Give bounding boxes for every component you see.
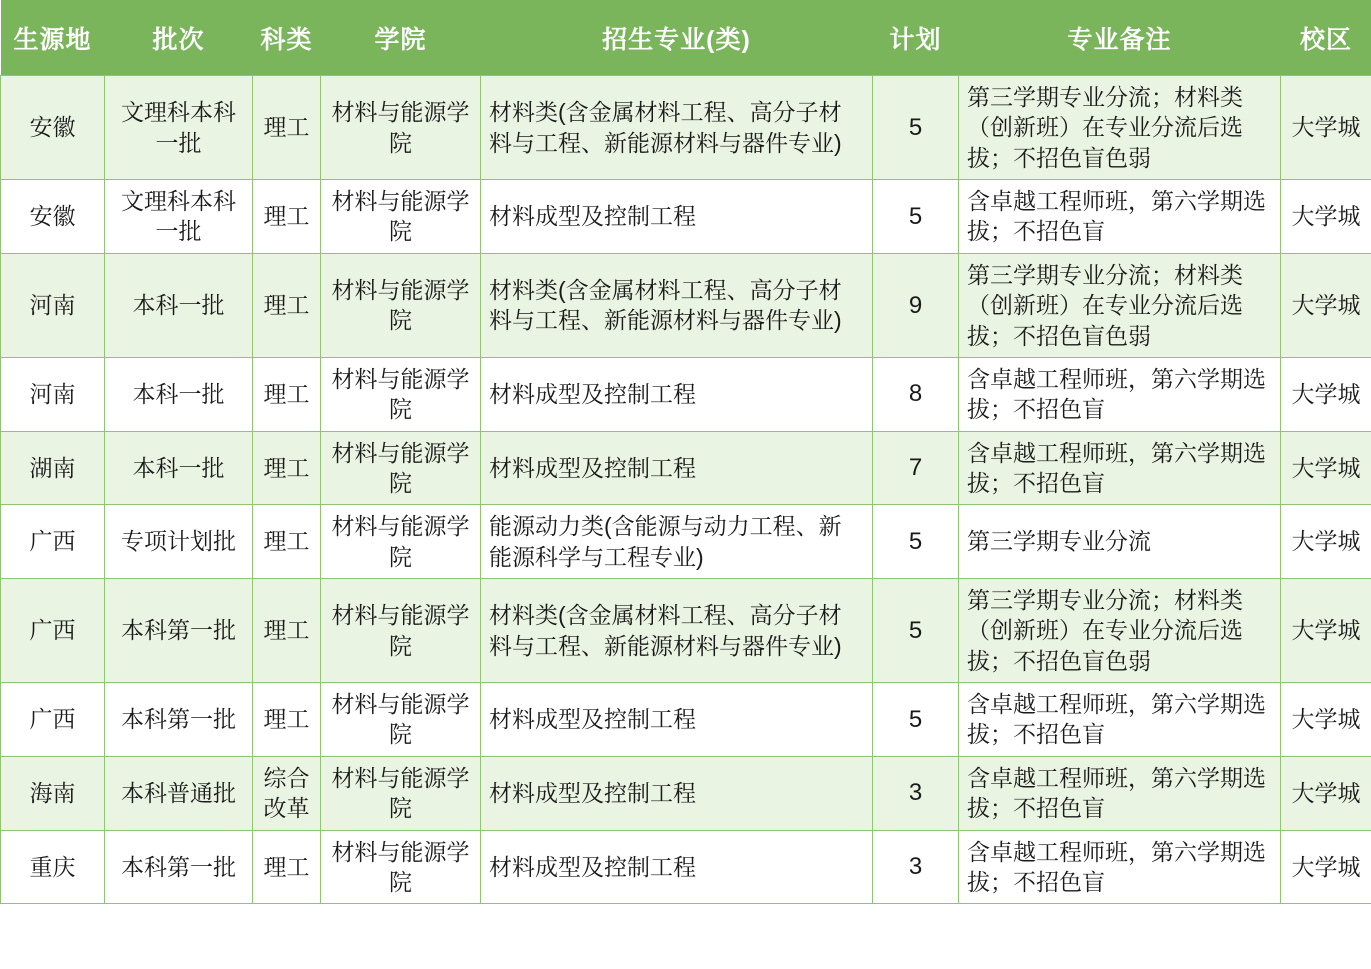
cell-batch: 本科一批 bbox=[105, 431, 253, 505]
cell-origin: 湖南 bbox=[1, 431, 105, 505]
cell-major: 材料成型及控制工程 bbox=[481, 357, 873, 431]
column-header-remark: 专业备注 bbox=[959, 0, 1281, 76]
table-body bbox=[1, 76, 1371, 904]
cell-major: 材料成型及控制工程 bbox=[481, 683, 873, 757]
cell-major: 能源动力类(含能源与动力工程、新能源科学与工程专业) bbox=[481, 505, 873, 579]
cell-campus: 大学城 bbox=[1281, 431, 1371, 505]
column-header-major: 招生专业(类) bbox=[481, 0, 873, 76]
cell-college: 材料与能源学院 bbox=[321, 683, 481, 757]
cell-plan: 5 bbox=[873, 683, 959, 757]
cell-origin: 河南 bbox=[1, 253, 105, 357]
column-header-campus: 校区 bbox=[1281, 0, 1371, 76]
cell-origin: 安徽 bbox=[1, 180, 105, 254]
cell-batch: 本科第一批 bbox=[105, 579, 253, 683]
cell-plan: 5 bbox=[873, 505, 959, 579]
cell-college: 材料与能源学院 bbox=[321, 357, 481, 431]
cell-remark: 第三学期专业分流；材料类（创新班）在专业分流后选拔；不招色盲色弱 bbox=[959, 579, 1281, 683]
cell-campus: 大学城 bbox=[1281, 505, 1371, 579]
cell-major: 材料类(含金属材料工程、高分子材料与工程、新能源材料与器件专业) bbox=[481, 76, 873, 180]
cell-college: 材料与能源学院 bbox=[321, 505, 481, 579]
cell-college: 材料与能源学院 bbox=[321, 180, 481, 254]
cell-origin: 河南 bbox=[1, 357, 105, 431]
table-row bbox=[1, 253, 1371, 357]
cell-college: 材料与能源学院 bbox=[321, 756, 481, 830]
cell-remark: 含卓越工程师班，第六学期选拔；不招色盲 bbox=[959, 357, 1281, 431]
cell-plan: 7 bbox=[873, 431, 959, 505]
cell-major: 材料类(含金属材料工程、高分子材料与工程、新能源材料与器件专业) bbox=[481, 253, 873, 357]
table-row bbox=[1, 505, 1371, 579]
cell-batch: 专项计划批 bbox=[105, 505, 253, 579]
cell-campus: 大学城 bbox=[1281, 253, 1371, 357]
table-row bbox=[1, 683, 1371, 757]
cell-major: 材料类(含金属材料工程、高分子材料与工程、新能源材料与器件专业) bbox=[481, 579, 873, 683]
cell-plan: 5 bbox=[873, 76, 959, 180]
cell-major: 材料成型及控制工程 bbox=[481, 756, 873, 830]
cell-origin: 安徽 bbox=[1, 76, 105, 180]
cell-plan: 9 bbox=[873, 253, 959, 357]
cell-remark: 含卓越工程师班，第六学期选拔；不招色盲 bbox=[959, 830, 1281, 904]
table-row bbox=[1, 431, 1371, 505]
cell-batch: 文理科本科一批 bbox=[105, 180, 253, 254]
table-header bbox=[1, 0, 1371, 76]
cell-category: 理工 bbox=[253, 579, 321, 683]
cell-college: 材料与能源学院 bbox=[321, 431, 481, 505]
cell-batch: 文理科本科一批 bbox=[105, 76, 253, 180]
table-row bbox=[1, 756, 1371, 830]
cell-plan: 5 bbox=[873, 579, 959, 683]
cell-campus: 大学城 bbox=[1281, 579, 1371, 683]
cell-plan: 3 bbox=[873, 756, 959, 830]
table-header-row bbox=[1, 0, 1371, 76]
cell-campus: 大学城 bbox=[1281, 830, 1371, 904]
cell-category: 理工 bbox=[253, 505, 321, 579]
cell-category: 理工 bbox=[253, 683, 321, 757]
cell-batch: 本科一批 bbox=[105, 357, 253, 431]
cell-remark: 第三学期专业分流；材料类（创新班）在专业分流后选拔；不招色盲色弱 bbox=[959, 76, 1281, 180]
table-row bbox=[1, 180, 1371, 254]
cell-category: 理工 bbox=[253, 253, 321, 357]
cell-remark: 含卓越工程师班，第六学期选拔；不招色盲 bbox=[959, 756, 1281, 830]
table-row bbox=[1, 76, 1371, 180]
cell-college: 材料与能源学院 bbox=[321, 830, 481, 904]
cell-batch: 本科普通批 bbox=[105, 756, 253, 830]
cell-origin: 广西 bbox=[1, 579, 105, 683]
cell-remark: 含卓越工程师班，第六学期选拔；不招色盲 bbox=[959, 431, 1281, 505]
column-header-origin: 生源地 bbox=[1, 0, 105, 76]
cell-major: 材料成型及控制工程 bbox=[481, 431, 873, 505]
cell-remark: 含卓越工程师班，第六学期选拔；不招色盲 bbox=[959, 180, 1281, 254]
table-row bbox=[1, 830, 1371, 904]
cell-category: 理工 bbox=[253, 431, 321, 505]
cell-remark: 第三学期专业分流；材料类（创新班）在专业分流后选拔；不招色盲色弱 bbox=[959, 253, 1281, 357]
cell-college: 材料与能源学院 bbox=[321, 253, 481, 357]
table-row bbox=[1, 357, 1371, 431]
table-row bbox=[1, 579, 1371, 683]
cell-campus: 大学城 bbox=[1281, 756, 1371, 830]
cell-campus: 大学城 bbox=[1281, 683, 1371, 757]
column-header-category: 科类 bbox=[253, 0, 321, 76]
cell-remark: 第三学期专业分流 bbox=[959, 505, 1281, 579]
cell-campus: 大学城 bbox=[1281, 76, 1371, 180]
cell-category: 理工 bbox=[253, 357, 321, 431]
cell-origin: 广西 bbox=[1, 505, 105, 579]
cell-campus: 大学城 bbox=[1281, 357, 1371, 431]
cell-college: 材料与能源学院 bbox=[321, 579, 481, 683]
cell-category: 综合改革 bbox=[253, 756, 321, 830]
cell-origin: 海南 bbox=[1, 756, 105, 830]
cell-origin: 广西 bbox=[1, 683, 105, 757]
cell-plan: 8 bbox=[873, 357, 959, 431]
cell-batch: 本科一批 bbox=[105, 253, 253, 357]
cell-campus: 大学城 bbox=[1281, 180, 1371, 254]
cell-major: 材料成型及控制工程 bbox=[481, 830, 873, 904]
cell-category: 理工 bbox=[253, 830, 321, 904]
column-header-plan: 计划 bbox=[873, 0, 959, 76]
cell-category: 理工 bbox=[253, 76, 321, 180]
cell-major: 材料成型及控制工程 bbox=[481, 180, 873, 254]
column-header-batch: 批次 bbox=[105, 0, 253, 76]
cell-category: 理工 bbox=[253, 180, 321, 254]
cell-batch: 本科第一批 bbox=[105, 683, 253, 757]
column-header-college: 学院 bbox=[321, 0, 481, 76]
cell-batch: 本科第一批 bbox=[105, 830, 253, 904]
cell-plan: 5 bbox=[873, 180, 959, 254]
cell-plan: 3 bbox=[873, 830, 959, 904]
cell-college: 材料与能源学院 bbox=[321, 76, 481, 180]
cell-origin: 重庆 bbox=[1, 830, 105, 904]
cell-remark: 含卓越工程师班，第六学期选拔；不招色盲 bbox=[959, 683, 1281, 757]
